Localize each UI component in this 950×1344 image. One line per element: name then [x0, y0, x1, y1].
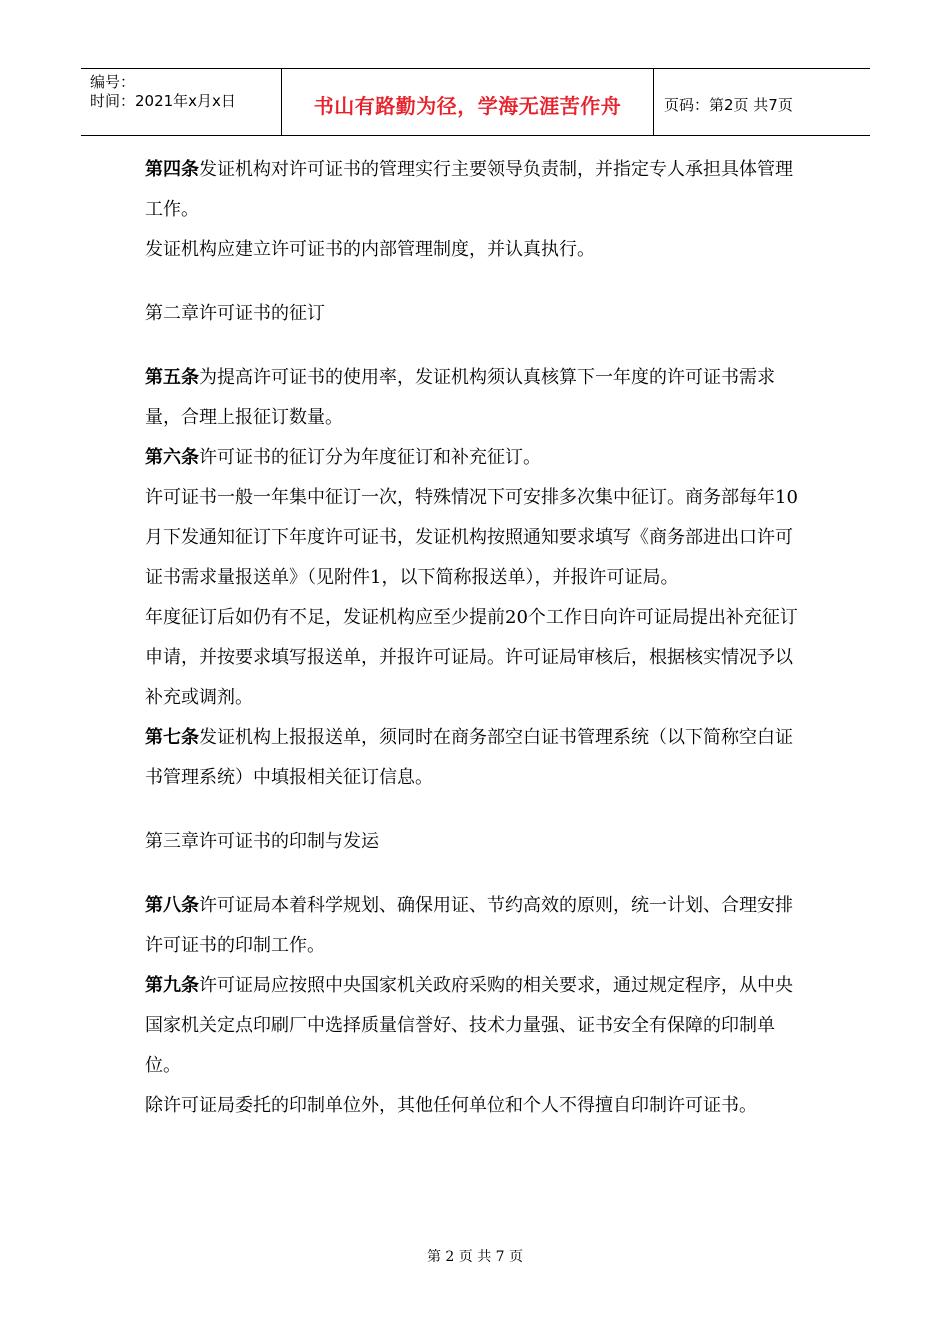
paragraph: [145, 966, 810, 1086]
article-label: 第九条: [145, 975, 199, 996]
paragraph-text: 许可证书一般一年集中征订一次，特殊情况下可安排多次集中征订。商务部每年10月下发通知征订下年度许可证书，发证机构按照通知要求填写《商务部进出口许可证书需求量报送单》（见附件1，以下简称报送单），并报许可证局。: [145, 487, 798, 588]
paragraph: [145, 1086, 810, 1126]
paragraph: [145, 150, 810, 230]
footer-page-number: 第 2 页 共 7 页: [426, 1249, 524, 1265]
page-footer: [0, 1246, 950, 1266]
chapter-heading: 第二章许可证书的征订: [145, 303, 325, 324]
header-meta: [81, 69, 282, 135]
article-label: 第五条: [145, 367, 199, 388]
paragraph: [145, 358, 810, 438]
page-header: [81, 68, 870, 136]
paragraph-text: 许可证局应按照中央国家机关政府采购的相关要求，通过规定程序，从中央国家机关定点印刷厂中选择质量信誉好、技术力量强、证书安全有保障的印制单位。: [145, 975, 793, 1076]
paragraph-text: 发证机构对许可证书的管理实行主要领导负责制，并指定专人承担具体管理工作。: [145, 159, 793, 220]
paragraph: [145, 230, 810, 270]
paragraph: [145, 718, 810, 798]
article-label: 第六条: [145, 447, 199, 468]
article-label: 第四条: [145, 159, 199, 180]
paragraph: [145, 438, 810, 478]
paragraph: [145, 886, 810, 966]
chapter-heading: 第三章许可证书的印制与发运: [145, 831, 379, 852]
header-page-info-cell: [654, 69, 870, 135]
paragraph-text: 许可证局本着科学规划、确保用证、节约高效的原则，统一计划、合理安排许可证书的印制工作。: [145, 895, 793, 956]
paragraph-text: 许可证书的征订分为年度征订和补充征订。: [199, 447, 541, 468]
paragraph-text: 发证机构应建立许可证书的内部管理制度，并认真执行。: [145, 239, 595, 260]
motto: 书山有路勤为径，学海无涯苦作舟: [313, 93, 622, 118]
document-date: 时间：2021年x月x日: [90, 92, 236, 110]
paragraph-text: 为提高许可证书的使用率，发证机构须认真核算下一年度的许可证书需求量，合理上报征订数量。: [145, 367, 775, 428]
header-motto-cell: [282, 69, 654, 135]
article-label: 第七条: [145, 727, 199, 748]
article-label: 第八条: [145, 895, 199, 916]
paragraph: [145, 598, 810, 718]
page-info: 页码：第2页 共7页: [664, 95, 793, 114]
paragraph-text: 除许可证局委托的印制单位外，其他任何单位和个人不得擅自印制许可证书。: [145, 1095, 757, 1116]
document-body: [145, 150, 810, 1126]
paragraph-text: 发证机构上报报送单，须同时在商务部空白证书管理系统（以下简称空白证书管理系统）中填报相关征订信息。: [145, 727, 793, 788]
paragraph: [145, 478, 810, 598]
paragraph-text: 年度征订后如仍有不足，发证机构应至少提前20个工作日向许可证局提出补充征订申请，并按要求填写报送单，并报许可证局。许可证局审核后，根据核实情况予以补充或调剂。: [145, 607, 798, 708]
document-number: 编号：: [90, 73, 136, 91]
